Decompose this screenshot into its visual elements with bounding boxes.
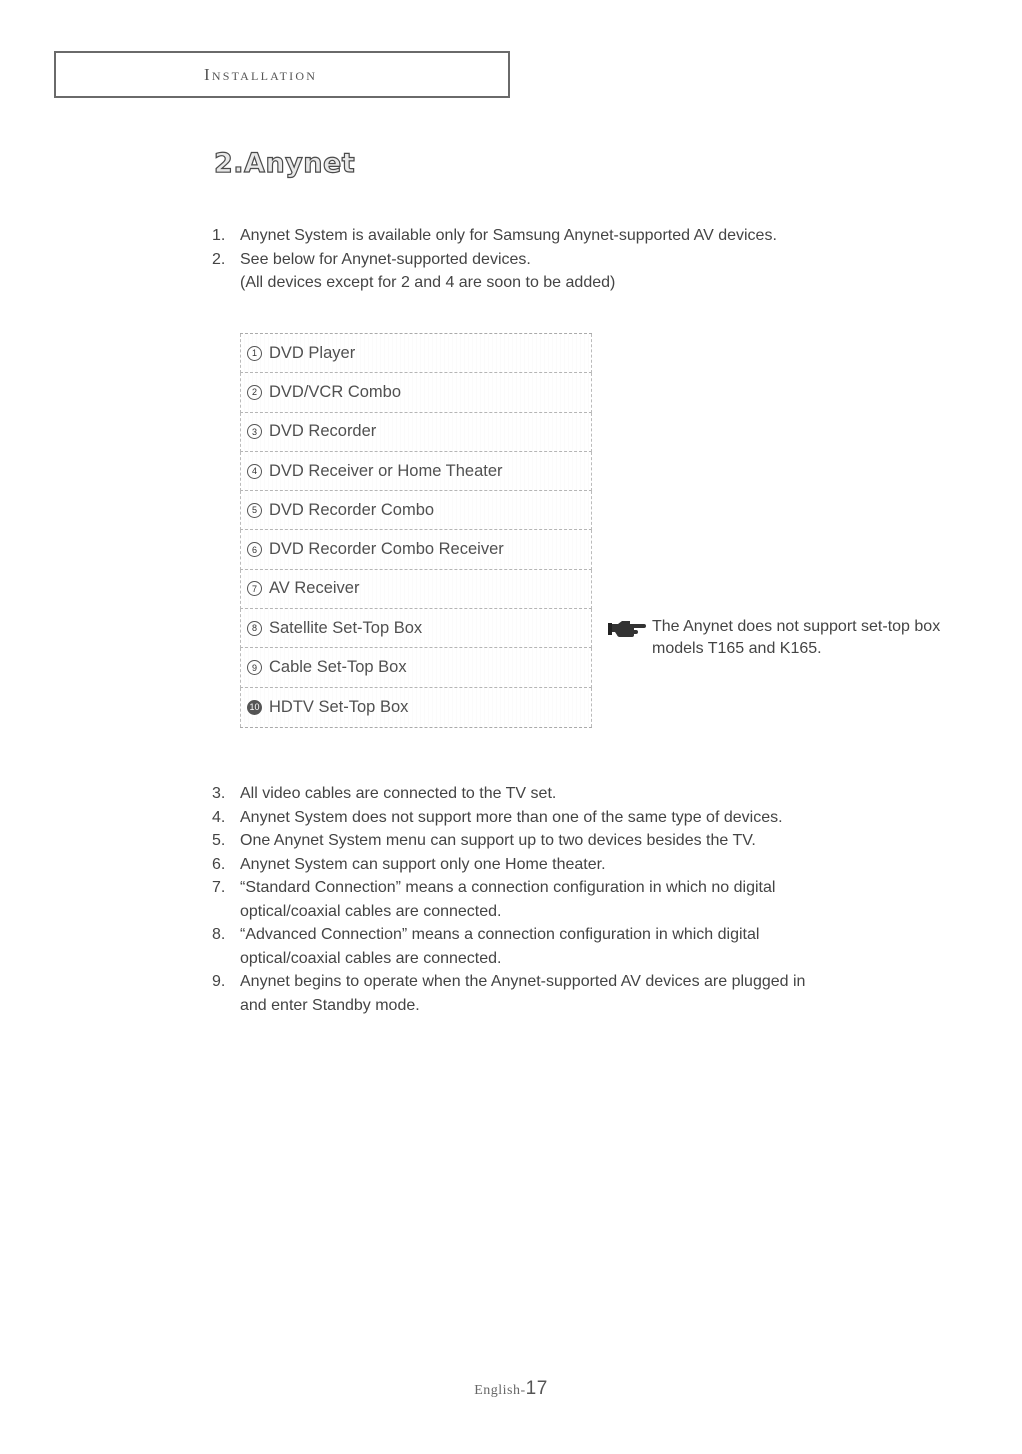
device-number-badge: 10 — [247, 700, 262, 715]
device-row — [240, 648, 592, 687]
list-item-number: 2. — [212, 250, 226, 268]
device-number-badge: 7 — [247, 581, 262, 596]
section-header — [54, 51, 510, 98]
list-item — [212, 923, 912, 947]
list-item-number: 4. — [212, 808, 226, 826]
list-item-number: 7. — [212, 879, 226, 896]
device-number-badge: 9 — [247, 660, 262, 675]
device-row — [240, 609, 592, 648]
device-number-badge: 6 — [247, 542, 262, 557]
device-number-badge: 4 — [247, 464, 262, 479]
device-label: DVD Player — [269, 343, 356, 362]
list-item-text: “Advanced Connection” means a connection configuration in which digital — [240, 926, 760, 943]
device-label: DVD/VCR Combo — [269, 382, 402, 401]
list-item-number: 6. — [212, 855, 226, 873]
page-title: 2.Anynet — [214, 148, 356, 179]
list-item — [212, 853, 912, 877]
device-row — [240, 491, 592, 530]
device-table — [240, 333, 592, 728]
list-item — [212, 829, 912, 853]
device-label: DVD Receiver or Home Theater — [269, 461, 503, 480]
list-item-continuation: optical/coaxial cables are connected. — [240, 902, 502, 920]
list-item-text: Anynet begins to operate when the Anynet-supported AV devices are plugged in — [240, 973, 806, 990]
device-label: Satellite Set-Top Box — [269, 618, 423, 637]
device-number-badge: 8 — [247, 621, 262, 636]
list-item-text: Anynet System can support only one Home theater. — [240, 855, 606, 873]
list-item — [212, 248, 912, 272]
list-item-text: All video cables are connected to the TV set. — [240, 785, 557, 802]
list-item — [212, 806, 912, 830]
device-label: Cable Set-Top Box — [269, 658, 407, 677]
device-row — [240, 413, 592, 452]
device-row — [240, 688, 592, 727]
list-item-number: 1. — [212, 227, 226, 244]
intro-list — [212, 224, 912, 295]
list-item-continuation: and enter Standby mode. — [240, 996, 420, 1014]
list-item-text: Anynet System is available only for Samsung Anynet-supported AV devices. — [240, 227, 777, 244]
device-row — [240, 530, 592, 569]
device-label: DVD Recorder Combo — [269, 500, 435, 519]
device-number-badge: 2 — [247, 385, 262, 400]
list-item-number: 8. — [212, 926, 226, 943]
list-item — [212, 876, 912, 900]
list-item — [212, 782, 912, 806]
list-item-continuation: (All devices except for 2 and 4 are soon to be added) — [240, 274, 616, 291]
device-number-badge: 3 — [247, 424, 262, 439]
device-label: HDTV Set-Top Box — [269, 697, 409, 716]
note-text: The Anynet does not support set-top box models T165 and K165. — [652, 618, 941, 657]
device-label: DVD Recorder Combo Receiver — [269, 540, 504, 559]
list-item-continuation: optical/coaxial cables are connected. — [240, 949, 502, 967]
list-item-text: “Standard Connection” means a connection configuration in which no digital — [240, 879, 776, 896]
section-header-label: Installation — [204, 65, 318, 84]
list-item-text: See below for Anynet-supported devices. — [240, 250, 531, 268]
pointing-hand-icon — [608, 618, 648, 638]
list-item — [212, 970, 912, 994]
page-number: 17 — [525, 1378, 548, 1399]
device-number-badge: 5 — [247, 503, 262, 518]
device-label: DVD Recorder — [269, 422, 377, 441]
list-item-number: 3. — [212, 785, 226, 802]
device-label: AV Receiver — [269, 579, 360, 598]
list-item-number: 5. — [212, 832, 226, 849]
list-item-text: Anynet System does not support more than one of the same type of devices. — [240, 808, 783, 826]
list-item-number: 9. — [212, 973, 226, 990]
footer-language: English- — [474, 1383, 526, 1398]
device-row — [240, 373, 592, 412]
list-item-text: One Anynet System menu can support up to two devices besides the TV. — [240, 832, 756, 849]
rules-list — [212, 782, 912, 1017]
device-number-badge: 1 — [247, 346, 262, 361]
device-row — [240, 334, 592, 373]
device-row — [240, 570, 592, 609]
device-row — [240, 452, 592, 491]
page-footer — [0, 1378, 1022, 1400]
list-item — [212, 224, 912, 248]
